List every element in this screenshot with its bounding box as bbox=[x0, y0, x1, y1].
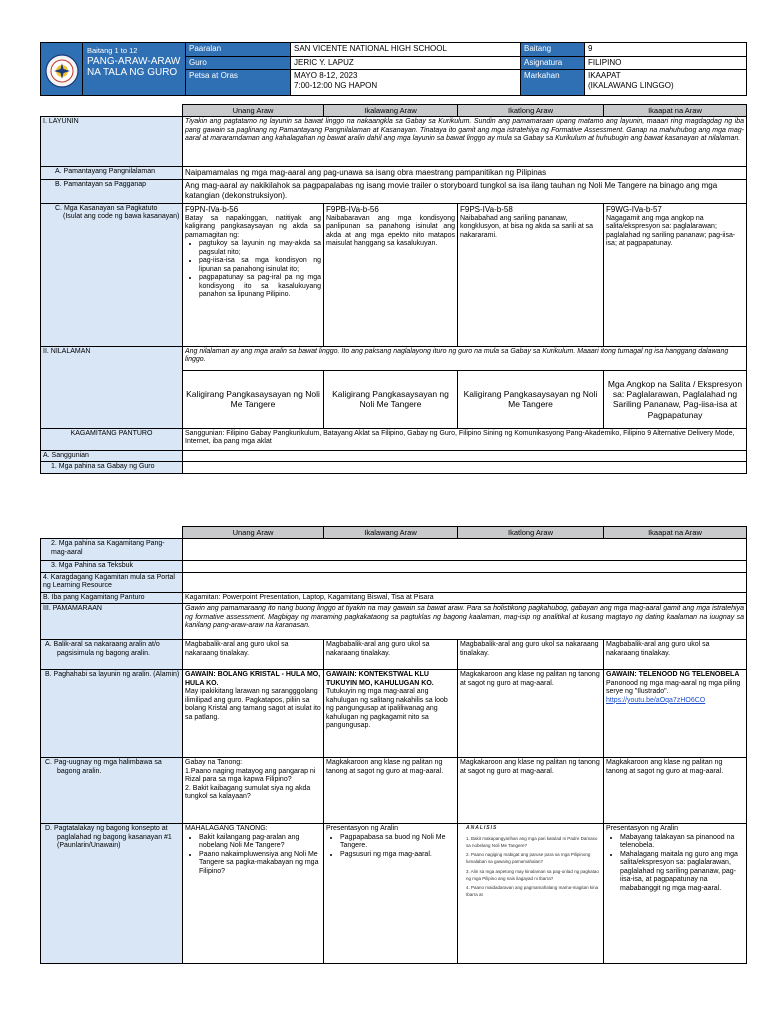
sanggunian-value bbox=[183, 450, 747, 462]
day-4-code: F9WG-IVa-b-57 bbox=[606, 204, 662, 214]
baitang-value: 9 bbox=[585, 43, 747, 57]
analysis-question: 3. Alin sa mga aspetong may kinalaman sa pag-unlad ng pagkatao ng mga Pilipino ang nais ilagayad ni Ibarra? bbox=[466, 868, 599, 881]
day-2-skill: Naibabaravan ang mga kondisyong panlipunan sa panahong isinulat ang akda at ang mga epekto nito matapos maisulat hanggang sa kasalukuyan. bbox=[326, 214, 455, 248]
row-c-question-1: 1.Paano naging matayog ang pangarap ni Rizal para sa mga kapwa Filipino? bbox=[185, 767, 316, 784]
plan-table-page-2 bbox=[40, 526, 747, 964]
row-b-day-2 bbox=[324, 670, 458, 758]
row-b-day-1 bbox=[183, 670, 324, 758]
list-item: • Pagpapabasa sa buod ng Noli Me Tangere. bbox=[340, 834, 455, 851]
pagganap-text: Ang mag-aaral ay nakikilahok sa pagpapalabas ng isang movie trailer o storyboard tungkol sa isa ilang tauhan ng Noli Me Tangere na binago ang mga katangian (dekonstruksiyon). bbox=[183, 179, 747, 203]
day-1-code: F9PN-IVa-b-56 bbox=[185, 204, 239, 214]
row-d-day-4-title: Presentasyon ng Aralin bbox=[606, 825, 678, 833]
row-b-day-1-text: May ipakikitang larawan ng sarangggolang ilimilipad ang guro. Pagkatapos, piliin sa bolang Kristal ang tamang sagot at isulat ito sa patlang. bbox=[185, 688, 321, 721]
day-3-skill: Naibabahad ang sariling pananaw, kongklusyon, at bisa ng akda sa sarili at sa nakararami. bbox=[460, 214, 594, 239]
row-d-day-1 bbox=[183, 824, 324, 964]
sanggunian-label: A. Sanggunian bbox=[41, 450, 183, 462]
guro-label: Guro bbox=[186, 56, 291, 70]
day-4-header: Ikaapat na Araw bbox=[604, 105, 747, 117]
day-1-header: Unang Araw bbox=[183, 527, 324, 539]
portal-value bbox=[183, 572, 747, 592]
day-3-header: Ikatlong Araw bbox=[458, 105, 604, 117]
day-3-header: Ikatlong Araw bbox=[458, 527, 604, 539]
list-item: • Paano nakaimpluwensiya ang Noli Me Tangere sa pagka-makabayan ng mga Filipino? bbox=[199, 851, 321, 877]
list-item: • pagpapatunay sa pag-iral pa ng mga kondisyong ito sa kasalukuyang panahon sa lipunang Pilipino. bbox=[199, 274, 321, 300]
paaralan-value: SAN VICENTE NATIONAL HIGH SCHOOL bbox=[291, 43, 521, 57]
gabay-guro-label: 1. Mga pahina sa Gabay ng Guro bbox=[41, 462, 183, 474]
row-d-day-4 bbox=[604, 824, 747, 964]
pangnilalaman-label: A. Pamantayang Pangnilalaman bbox=[41, 167, 183, 180]
list-item: • Mahalagang maitala ng guro ang mga salita/ekspresyon sa: paglalarawan, paglalahad ng sariling pananaw, pag-iisa-isa, at pagpapatunay na mababanggit ng mga mag-aaral. bbox=[620, 851, 744, 894]
row-b-day-3: Magkakaroon ang klase ng palitan ng tanong at sagot ng guro at mag-aaral. bbox=[458, 670, 604, 758]
day-2-header: Ikalawang Araw bbox=[324, 527, 458, 539]
row-c-day-4: Magkakaroon ang klase ng palitan ng tanong at sagot ng guro at mag-aaral. bbox=[604, 758, 747, 824]
row-c-day-2: Magkakaroon ang klase ng palitan ng tanong at sagot ng guro at mag-aaral. bbox=[324, 758, 458, 824]
nilalaman-day-2: Kaligirang Pangkasaysayan ng Noli Me Tangere bbox=[324, 370, 458, 428]
analysis-question: 4. Paano maidadaravan ang pagmamahalang mama-magitan kina Ibarra at bbox=[466, 885, 599, 898]
pagkatuto-day-4 bbox=[604, 203, 747, 346]
guro-value: JERIC Y. LAPUZ bbox=[291, 56, 521, 70]
portal-label: 4. Karagdagang Kagamitan mula sa Portal ng Learning Resource bbox=[41, 572, 183, 592]
day-1-skill: Batay sa napakinggan, natitiyak ang kaligirang pangkasaysayan ng akda sa pamamagitan ng: bbox=[185, 214, 321, 239]
nilalaman-label: II. NILALAMAN bbox=[41, 346, 183, 428]
row-a-day-3: Magbabalik-aral ang guro ukol sa nakaraang tinalakay. bbox=[458, 640, 604, 670]
day-4-skill: Nagagamit ang mga angkop na salita/ekspresyon sa: paglalarawan; paglalahad ng sariling pananaw; pag-iisa-isa; at pagpapatunay. bbox=[606, 214, 736, 248]
layunin-label: I. LAYUNIN bbox=[41, 117, 183, 167]
row-d-day-1-list bbox=[199, 834, 321, 877]
iba-pang-kagamitan-value: Kagamitan: Powerpoint Presentation, Laptop, Kagamitang Biswal, Tisa at Pisara bbox=[183, 592, 747, 604]
pagkatuto-title: C. Mga Kasanayan sa Pagkatuto bbox=[55, 204, 158, 212]
row-b-day-4 bbox=[604, 670, 747, 758]
petsa-label: Petsa at Oras bbox=[186, 70, 291, 96]
petsa-time: 7:00-12:00 NG HAPON bbox=[294, 80, 378, 90]
nilalaman-day-4: Mga Angkop na Salita / Ekspresyon sa: Paglalarawan, Paglalahad ng Sariling Pananaw, Pag-iisa-isa at Pagpapatunay bbox=[604, 370, 747, 428]
row-c-day-1-title: Gabay na Tanong: bbox=[185, 759, 243, 767]
row-c-question-2: 2. Bakit kaibagang sumulat siya ng akda tungkol sa kalayaan? bbox=[185, 784, 311, 801]
kagamitang-pang-mag-aaral-label: 2. Mga pahina sa Kagamitang Pang- mag-aaral bbox=[41, 539, 183, 561]
row-d-day-3-analysis-image bbox=[458, 824, 604, 964]
list-item: • pagtukoy sa layunin ng may-akda sa pagsulat nito; bbox=[199, 240, 321, 257]
row-d-day-2-list bbox=[340, 834, 455, 860]
pagkatuto-sub: (Isulat ang code ng bawa kasanayan) bbox=[63, 213, 180, 221]
petsa-date: MAYO 8-12, 2023 bbox=[294, 71, 358, 80]
form-kind bbox=[83, 43, 186, 96]
pagkatuto-day-1 bbox=[183, 203, 324, 346]
analysis-title: ANALISIS bbox=[466, 825, 498, 832]
asignatura-value: FILIPINO bbox=[585, 56, 747, 70]
form-kind-title: PANG-ARAW-ARAW NA TALA NG GURO bbox=[87, 56, 181, 78]
markahan-quarter: IKAAPAT bbox=[588, 71, 621, 80]
asignatura-label: Asignatura bbox=[521, 56, 585, 70]
pagkatuto-day-3 bbox=[458, 203, 604, 346]
pamamaraan-label: III. PAMAMARAAN bbox=[41, 604, 183, 640]
petsa-value bbox=[291, 70, 521, 96]
list-item: • pag-iisa-isa sa mga kondisyon ng lipunan sa panahong isinulat ito; bbox=[199, 257, 321, 274]
list-item: • Pagsusuri ng mga mag-aaral. bbox=[340, 851, 455, 860]
row-b-day-2-text: Tutukuyin ng mga mag-aaral ang kahulugan ng salitang nakahilis sa loob ng pangungusap at ipaliliwanag ang kahulugan ng pagkagamit nito sa pangungusap. bbox=[326, 688, 448, 730]
row-d-day-2-title: Presentasyon ng Aralin bbox=[326, 825, 398, 833]
row-a-day-1: Magbabalik-aral ang guro ukol sa nakaraang tinalakay. bbox=[183, 640, 324, 670]
row-c-label: C. Pag-uugnay ng mga halimbawa sa bagong aralin. bbox=[41, 758, 183, 824]
kagamitan-label: KAGAMITANG PANTURO bbox=[41, 428, 183, 450]
row-b-label: B. Paghahabi sa layunin ng aralin. (Alamin) bbox=[41, 670, 183, 758]
markahan-week: (IKALAWANG LINGGO) bbox=[588, 80, 674, 90]
row-c-day-1 bbox=[183, 758, 324, 824]
baitang-label: Baitang bbox=[521, 43, 585, 57]
day-2-header: Ikalawang Araw bbox=[324, 105, 458, 117]
telenobela-video-link[interactable]: https://youtu.be/aOqa7zHO6CO bbox=[606, 696, 706, 704]
nilalaman-day-3: Kaligirang Pangkasaysayan ng Noli Me Tangere bbox=[458, 370, 604, 428]
analysis-question: 2. Paano nagiging mabigat ang paruse para sa mga Pilipinong lumalaban sa gawaing pamamahalan? bbox=[466, 852, 591, 865]
row-b-day-4-title: GAWAIN: TELENOOD NG TELENOBELA bbox=[606, 671, 740, 679]
teksbuk-value bbox=[183, 561, 747, 573]
row-b-day-1-title: GAWAIN: BOLANG KRISTAL - HULA MO, HULA KO. bbox=[185, 671, 321, 687]
deped-logo bbox=[41, 43, 83, 96]
pangnilalaman-text: Naipamamalas ng mga mag-aaral ang pag-unawa sa isang obra maestrang pampanitikan ng Pilipinas bbox=[183, 167, 747, 180]
analysis-question: 1. Bakit makapangyarihan ang mga pari katulad ni Padre Damaso sa nobelang Noli Me Tangere? bbox=[466, 835, 598, 848]
pagganap-label: B. Pamantayan sa Pagganap bbox=[41, 179, 183, 203]
row-b-day-4-text: Panonood ng mga mag-aaral ng mga piling serye ng "Ilustrado". bbox=[606, 679, 741, 696]
list-item: • Mabayang talakayan sa pinanood na telenobela. bbox=[620, 834, 744, 851]
nilalaman-day-1: Kaligirang Pangkasaysayan ng Noli Me Tangere bbox=[183, 370, 324, 428]
day-1-skill-list bbox=[199, 240, 321, 300]
corner-cell bbox=[41, 527, 183, 539]
row-d-day-1-title: MAHALAGANG TANONG: bbox=[185, 825, 268, 833]
iba-pang-kagamitan-label: B. Iba pang Kagamitang Panturo bbox=[41, 592, 183, 604]
day-2-code: F9PB-IVa-b-56 bbox=[326, 204, 379, 214]
row-a-label: A. Balik-aral sa nakaraang aralin at/o pagsisimula ng bagong aralin. bbox=[41, 640, 183, 670]
row-c-day-3: Magkakaroon ang klase ng palitan ng tanong at sagot ng guro at mag-aaral. bbox=[458, 758, 604, 824]
day-4-header: Ikaapat na Araw bbox=[604, 527, 747, 539]
header-table bbox=[40, 42, 747, 96]
day-1-header: Unang Araw bbox=[183, 105, 324, 117]
form-kind-small: Baitang 1 to 12 bbox=[87, 46, 138, 55]
kagamitang-pang-mag-aaral-value bbox=[183, 539, 747, 561]
markahan-label: Markahan bbox=[521, 70, 585, 96]
pagkatuto-label bbox=[41, 203, 183, 346]
kagamitan-text: Sanggunian: Filipino Gabay Pangkurikulum, Batayang Aklat sa Filipino, Gabay ng Guro, Filipino Sining ng Komunikasyong Pang-Akademiko, Filipino 9 Alternative Delivery Mode, Internet, iba pang mga aklat bbox=[183, 428, 747, 450]
row-b-day-2-title: GAWAIN: KONTEKSTWAL KLU TUKUYIN MO, KAHULUGAN KO. bbox=[326, 671, 434, 687]
list-item: • Bakit kailangang pag-aralan ang nobelang Noli Me Tangere? bbox=[199, 834, 321, 851]
pamamaraan-text: Gawin ang pamamaraang ito nang buong linggo at tiyakin na may gawain sa bawat araw. Para sa holistikong pagkahubog, gabayan ang mga mag-aaral gamit ang mga istratehiya ng formative assessment. Magbigay ng maraming pagkakataong sa pagtuklas ng bagong kaalaman, mag-isip ng analitikal at kusang magtayo ng dating kaalaman na iuugnay sa kanilang pang-araw-araw na karanasan. bbox=[183, 604, 747, 640]
plan-table-page-1 bbox=[40, 104, 747, 474]
gabay-guro-value bbox=[183, 462, 747, 474]
pagkatuto-day-2 bbox=[324, 203, 458, 346]
row-d-label: D. Pagtatalakay ng bagong konsepto at paglalahad ng bagong kasanayan #1 (Paunlarin/Unawain) bbox=[41, 824, 183, 964]
nilalaman-note: Ang nilalaman ay ang mga aralin sa bawat linggo. Ito ang paksang naglalayong ituro ng guro na mula sa Gabay sa Kurikulum. Maaari itong tumagal ng isa hanggang dalawang linggo. bbox=[183, 346, 747, 370]
row-a-day-4: Magbabalik-aral ang guro ukol sa nakaraang tinalakay. bbox=[604, 640, 747, 670]
teksbuk-label: 3. Mga Pahina sa Teksbuk bbox=[41, 561, 183, 573]
row-a-day-2: Magbabalik-aral ang guro ukol sa nakaraang tinalakay. bbox=[324, 640, 458, 670]
markahan-value bbox=[585, 70, 747, 96]
corner-cell bbox=[41, 105, 183, 117]
row-d-day-4-list bbox=[620, 834, 744, 894]
layunin-text: Tiyakin ang pagtatamo ng layunin sa bawat linggo na nakaangkla sa Gabay sa Kurikulum. Sundin ang pamamaraan upang matamo ang layunin, maaari ring magdagdag ng iba pang gawain sa paglinang ng Pamantayang Pangnilalaman at Kasanayan. Tinataya ito gamit ang mga istratehiya ng Formative Assessment. Ganap na mahuhubog ang mga mag-aaral at mararamdaman ang kahalagahan ng bawat aralin dahil ang mga layunin sa bawat linggo ay mula sa Gabay sa Kurikulum at huhubugin ang bawat kasanayan at nilalaman. bbox=[183, 117, 747, 167]
row-d-day-2 bbox=[324, 824, 458, 964]
deped-seal-icon bbox=[45, 54, 79, 88]
day-3-code: F9PS-IVa-b-58 bbox=[460, 204, 513, 214]
paaralan-label: Paaralan bbox=[186, 43, 291, 57]
